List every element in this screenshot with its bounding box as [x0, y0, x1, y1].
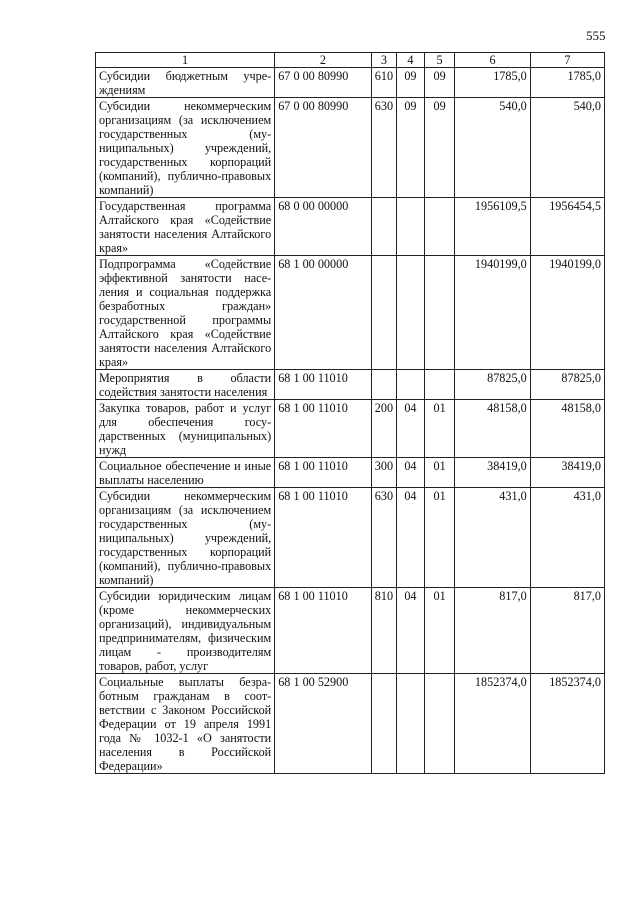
row-cell — [424, 256, 455, 370]
row-cell — [397, 370, 425, 400]
table-row — [96, 98, 605, 198]
row-cell — [397, 674, 425, 774]
row-name-cell: Мероприятия в области содействия занятости населения — [96, 370, 275, 400]
row-amount-cell: 38419,0 — [455, 458, 530, 488]
row-cell: 630 — [371, 488, 396, 588]
row-amount-cell: 48158,0 — [530, 400, 604, 458]
row-cell: 01 — [424, 488, 455, 588]
row-cell: 09 — [424, 68, 455, 98]
row-name-cell: Закупка товаров, работ и услуг для обеспечения государственных (муниципальных) нужд — [96, 400, 275, 458]
row-name-cell: Субсидии юридическим лицам (кроме некоммерческих организаций), индивидуальным предпринимателям, физическим лицам - производителям товаров, работ, услуг — [96, 588, 275, 674]
table-row — [96, 488, 605, 588]
row-code-cell: 68 1 00 11010 — [275, 400, 371, 458]
table-row — [96, 68, 605, 98]
column-number-row — [96, 53, 605, 68]
row-amount-cell: 1940199,0 — [455, 256, 530, 370]
row-amount-cell: 87825,0 — [530, 370, 604, 400]
row-cell: 04 — [397, 400, 425, 458]
table-row — [96, 370, 605, 400]
table-row — [96, 400, 605, 458]
column-number: 7 — [530, 53, 604, 68]
row-cell: 01 — [424, 588, 455, 674]
row-cell: 09 — [397, 68, 425, 98]
row-name-cell: Социальные выплаты безработным гражданам в соответствии с Законом Российской Федерации от 19 апреля 1991 года № 1032-1 «О занятости населения в Российской Федерации» — [96, 674, 275, 774]
row-name-cell: Подпрограмма «Содействие эффективной занятости населения и социальная поддержка безработных граждан» государственной программы Алтайского края «Содействие занятости населения Алтайского края» — [96, 256, 275, 370]
row-amount-cell: 1956109,5 — [455, 198, 530, 256]
row-name-cell: Субсидии некоммерческим организациям (за исключением государственных (муниципальных) учреждений, государственных корпораций (компаний), публично-правовых компаний) — [96, 488, 275, 588]
row-amount-cell: 48158,0 — [455, 400, 530, 458]
table-row — [96, 198, 605, 256]
column-number: 5 — [424, 53, 455, 68]
row-cell — [371, 674, 396, 774]
row-amount-cell: 1852374,0 — [530, 674, 604, 774]
row-code-cell: 68 0 00 00000 — [275, 198, 371, 256]
table-row — [96, 458, 605, 488]
row-code-cell: 68 1 00 11010 — [275, 458, 371, 488]
row-code-cell: 67 0 00 80990 — [275, 68, 371, 98]
row-code-cell: 67 0 00 80990 — [275, 98, 371, 198]
column-number: 3 — [371, 53, 396, 68]
row-name-cell: Субсидии бюджетным учреждениям — [96, 68, 275, 98]
column-number: 4 — [397, 53, 425, 68]
row-code-cell: 68 1 00 00000 — [275, 256, 371, 370]
column-number: 6 — [455, 53, 530, 68]
row-cell — [397, 198, 425, 256]
row-cell: 610 — [371, 68, 396, 98]
row-cell: 200 — [371, 400, 396, 458]
budget-table — [95, 52, 605, 774]
row-name-cell: Субсидии некоммерческим организациям (за исключением государственных (муниципальных) учреждений, государственных корпораций (компаний), публично-правовых компаний) — [96, 98, 275, 198]
row-cell: 04 — [397, 588, 425, 674]
table-row — [96, 588, 605, 674]
row-amount-cell: 87825,0 — [455, 370, 530, 400]
table-row — [96, 674, 605, 774]
row-cell: 09 — [424, 98, 455, 198]
row-cell — [424, 370, 455, 400]
row-amount-cell: 431,0 — [455, 488, 530, 588]
row-cell: 300 — [371, 458, 396, 488]
row-cell — [397, 256, 425, 370]
table-body — [96, 53, 605, 774]
row-code-cell: 68 1 00 11010 — [275, 588, 371, 674]
row-cell: 04 — [397, 488, 425, 588]
page-number: 555 — [586, 28, 606, 43]
row-amount-cell: 431,0 — [530, 488, 604, 588]
row-amount-cell: 1785,0 — [530, 68, 604, 98]
row-name-cell: Государственная программа Алтайского края «Содействие занятости населения Алтайского края» — [96, 198, 275, 256]
table-row — [96, 256, 605, 370]
column-number: 1 — [96, 53, 275, 68]
row-code-cell: 68 1 00 52900 — [275, 674, 371, 774]
row-cell: 810 — [371, 588, 396, 674]
row-cell — [424, 674, 455, 774]
row-amount-cell: 1940199,0 — [530, 256, 604, 370]
row-code-cell: 68 1 00 11010 — [275, 488, 371, 588]
row-amount-cell: 1785,0 — [455, 68, 530, 98]
row-amount-cell: 1956454,5 — [530, 198, 604, 256]
row-cell — [371, 256, 396, 370]
row-cell: 630 — [371, 98, 396, 198]
row-amount-cell: 38419,0 — [530, 458, 604, 488]
row-amount-cell: 817,0 — [530, 588, 604, 674]
row-amount-cell: 1852374,0 — [455, 674, 530, 774]
row-cell: 01 — [424, 458, 455, 488]
row-cell — [371, 198, 396, 256]
row-amount-cell: 817,0 — [455, 588, 530, 674]
row-amount-cell: 540,0 — [455, 98, 530, 198]
row-cell: 01 — [424, 400, 455, 458]
column-number: 2 — [275, 53, 371, 68]
row-name-cell: Социальное обеспечение и иные выплаты населению — [96, 458, 275, 488]
row-cell — [424, 198, 455, 256]
row-cell: 04 — [397, 458, 425, 488]
row-amount-cell: 540,0 — [530, 98, 604, 198]
row-cell — [371, 370, 396, 400]
row-cell: 09 — [397, 98, 425, 198]
row-code-cell: 68 1 00 11010 — [275, 370, 371, 400]
